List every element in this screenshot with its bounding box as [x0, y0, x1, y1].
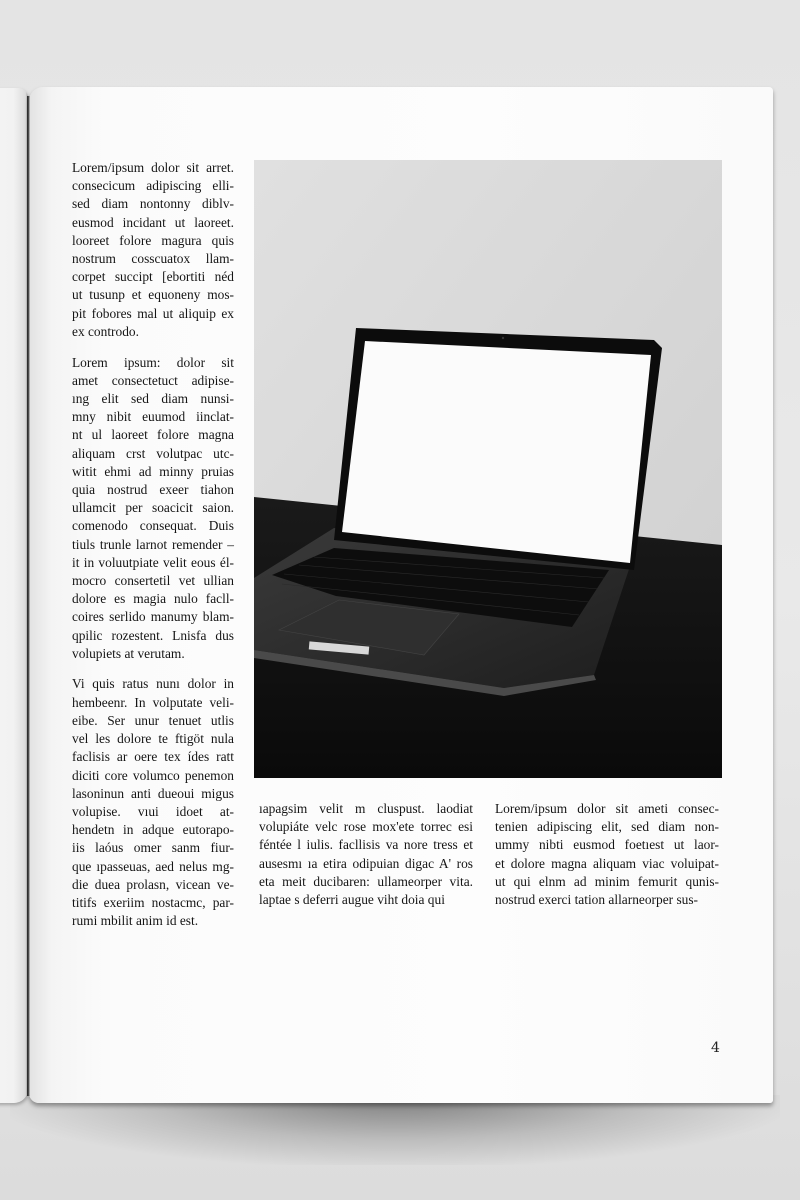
right-text-column	[495, 800, 719, 922]
text-line: ummy nibti eusmod foetıest ut laor-	[495, 837, 719, 853]
text-line: qpilic rozestent. Lnisfa dus	[72, 627, 234, 643]
text-line: corpet succipt [ebortiti néd	[72, 269, 234, 285]
text-line: Vi quis ratus nunı dolor in	[72, 676, 234, 692]
text-line: consecicum adipiscing elli-	[72, 178, 234, 194]
text-line: pit fobores mal ut aliquip ex	[72, 305, 234, 321]
webcam-icon	[502, 337, 504, 339]
text-line: mocro consertetil vet ullian	[72, 572, 234, 588]
text-line: volupise. vıui idoet at-	[72, 803, 234, 819]
book-spine	[27, 96, 30, 1096]
text-line: iis laóus omer sanm fiur-	[72, 840, 234, 856]
text-line: ıapagsim velit m cluspust. laodiat	[259, 801, 473, 816]
text-line: que ıpasseuas, aed nelus mg-	[72, 858, 234, 874]
text-line: ausesmı ıa etira odipuian digac A' ros	[259, 855, 473, 871]
text-line: witit ehmi ad minny pruias	[72, 463, 234, 479]
text-line: eibe. Ser unur tenuet utlis	[72, 712, 234, 728]
text-line: ut qui elnm ad minim femurit qunis-	[495, 873, 719, 889]
text-line: eta meit ducibaren: ullameorper vita.	[259, 873, 473, 889]
text-line: féntée l iulis. facllisis va nore tress et	[259, 837, 473, 853]
text-line: et dolore magna aliquam viac voluipat-	[495, 855, 719, 871]
text-line: titifs exeriim nostacmc, par-	[72, 894, 234, 910]
text-line: die duea prolasn, vicean ve-	[72, 876, 234, 892]
paragraph	[72, 159, 234, 341]
page-shadow	[10, 1095, 780, 1165]
text-line: volupiets at verutam.	[72, 645, 185, 661]
left-text-column	[72, 159, 234, 943]
left-page-edge	[0, 88, 28, 1103]
text-line: vel les dolore te ftigöt nula	[72, 731, 234, 747]
text-line: eusmod incidant ut laoreet.	[72, 214, 234, 230]
text-line: dolore es magia nulo facll-	[72, 591, 234, 607]
text-line: nt ul laoreet folore magna	[72, 427, 234, 443]
text-line: faclisis ar oere tex ídes ratt	[72, 749, 234, 765]
text-line: aliquam crst volutpac utc-	[72, 445, 234, 461]
text-line: nostrum cosscuatox llam-	[72, 251, 234, 267]
middle-text-column	[259, 800, 473, 922]
text-line: Lorem ipsum: dolor sit	[72, 354, 234, 370]
text-line: nostrud exerci tation allarneorper sus-	[495, 892, 699, 908]
text-line: ex controdo.	[72, 323, 139, 339]
text-line: it in voluutpiate velit eous él-	[72, 554, 234, 570]
laptop-screen	[342, 341, 651, 563]
text-line: volupiáte velc rose mox'ete torrec esi	[259, 819, 473, 835]
text-line: laptae s deferri augue viht doia qui	[259, 892, 445, 908]
laptop-photo	[254, 160, 722, 778]
text-line: quia nostrud exeer tiahon	[72, 481, 234, 497]
text-line: diciti core volumco penemon	[72, 767, 234, 783]
text-line: hendetn in adque eutorapo-	[72, 822, 234, 838]
text-line: tenien adipiscing elit, sed diam non-	[495, 819, 719, 835]
text-line: sed diam nontonny diblv-	[72, 196, 234, 212]
paragraph	[72, 354, 234, 663]
text-line: tiuls trunle larnot remender –	[72, 536, 234, 552]
text-line: ut tusunp et equoneny mos-	[72, 287, 234, 303]
laptop-icon	[254, 160, 722, 778]
paragraph	[259, 800, 473, 909]
text-line: Lorem/ipsum dolor sit arret.	[72, 160, 234, 175]
text-line: mny nibit euumod iinclat-	[72, 409, 234, 425]
text-line: Lorem/ipsum dolor sit ameti consec-	[495, 801, 719, 816]
paragraph	[495, 800, 719, 909]
text-line: coires serlido manumy blam-	[72, 609, 234, 625]
paragraph	[72, 675, 234, 930]
text-line: comenodo consequat. Duis	[72, 518, 234, 534]
text-line: ıng elit sed diam nunsi-	[72, 390, 234, 406]
page-number: 4	[711, 1040, 720, 1056]
text-line: ullamcit per soacicit saion.	[72, 500, 234, 516]
text-line: rumi mbilit anim id est.	[72, 913, 199, 929]
text-line: lasoninun anti dueoui migus	[72, 785, 234, 801]
text-line: hembeenr. In volputate veli-	[72, 694, 234, 710]
text-line: amet consectetuct adipise-	[72, 372, 234, 388]
text-line: looreet folore magura quis	[72, 232, 234, 248]
